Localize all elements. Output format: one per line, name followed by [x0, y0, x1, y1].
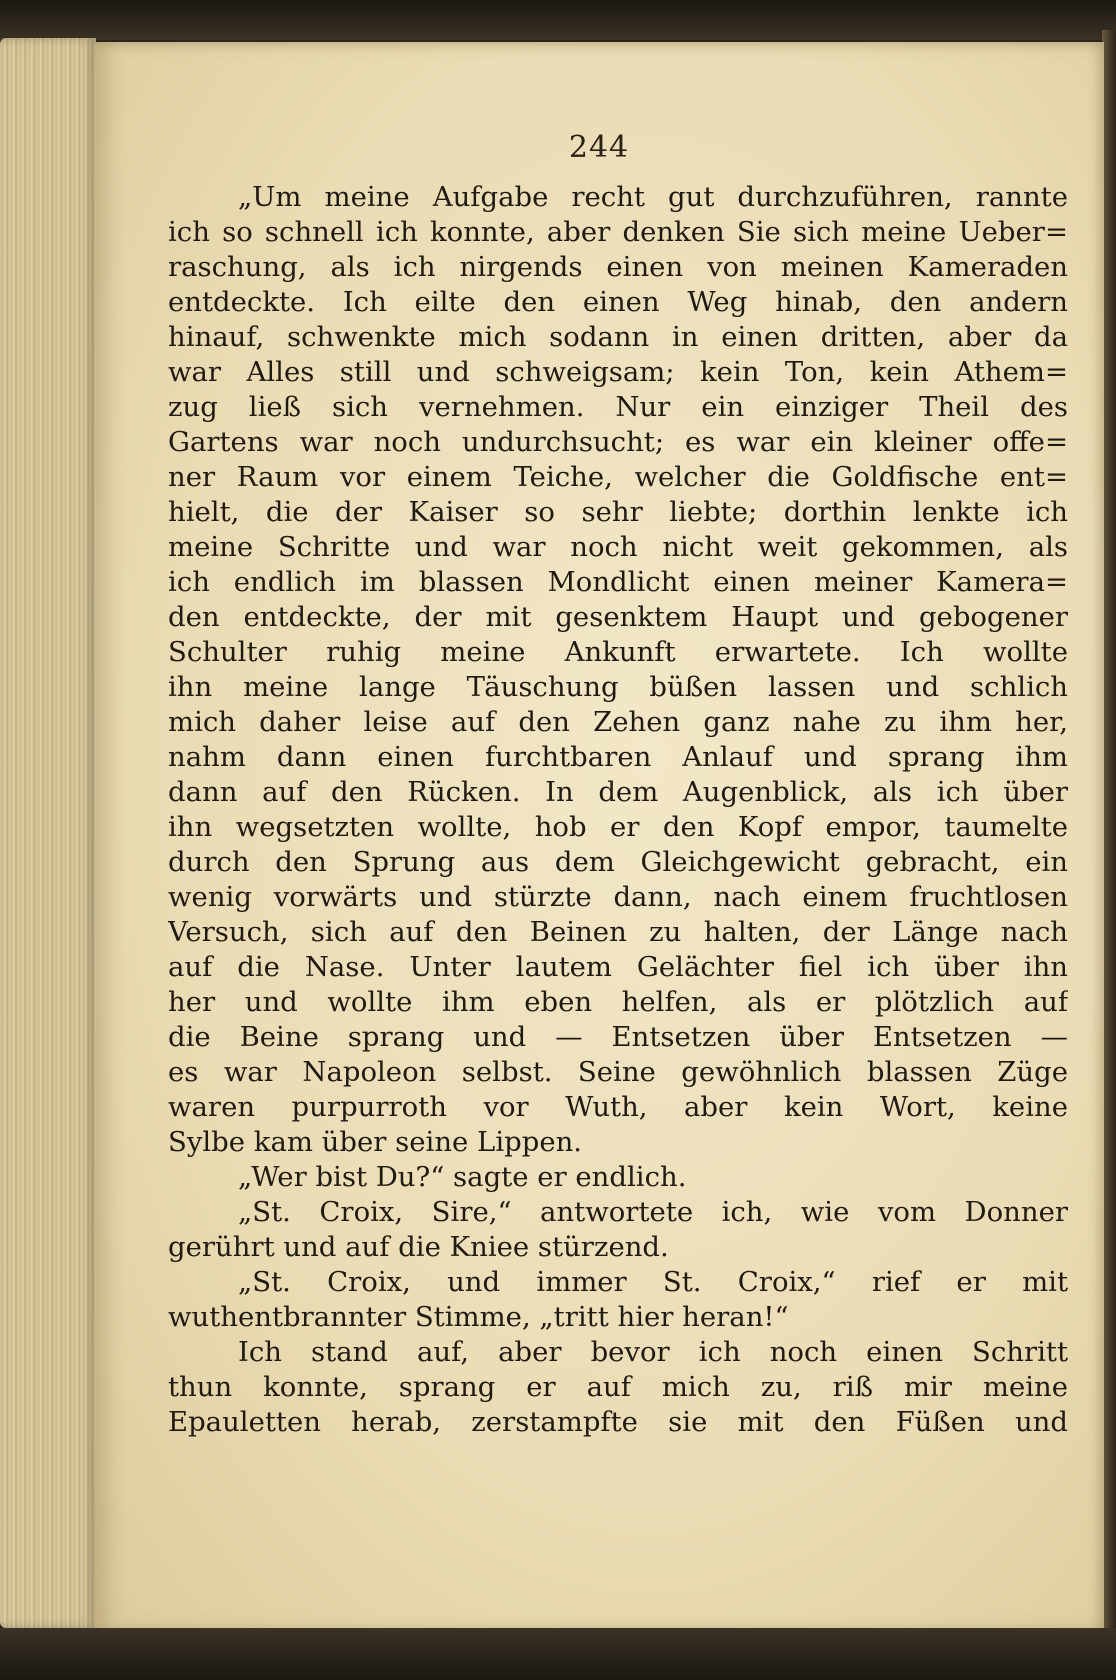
text-line: ihn meine lange Täuschung büßen lassen und schlich: [168, 671, 1068, 703]
text-line: es war Napoleon selbst. Seine gewöhnlich blassen Züge: [168, 1056, 1068, 1088]
text-line: Sylbe kam über seine Lippen.: [168, 1126, 583, 1158]
text-line: zug ließ sich vernehmen. Nur ein einziger Theil des: [168, 391, 1068, 423]
text-line: war Alles still und schweigsam; kein Ton, kein Athem=: [168, 356, 1068, 388]
text-line: den entdeckte, der mit gesenktem Haupt und gebogener: [168, 601, 1068, 633]
text-line: die Beine sprang und — Entsetzen über Entsetzen —: [168, 1021, 1068, 1053]
text-line: durch den Sprung aus dem Gleichgewicht gebracht, ein: [168, 846, 1068, 878]
text-line: Epauletten herab, zerstampfte sie mit den Füßen und: [168, 1406, 1068, 1438]
text-line: Schulter ruhig meine Ankunft erwartete. Ich wollte: [168, 636, 1068, 668]
text-line: „St. Croix, und immer St. Croix,“ rief er mit: [238, 1266, 1068, 1298]
text-line: „St. Croix, Sire,“ antwortete ich, wie vom Donner: [238, 1196, 1068, 1228]
text-line: auf die Nase. Unter lautem Gelächter fiel ich über ihn: [168, 951, 1068, 983]
body-text: [168, 180, 1068, 1440]
text-line: wenig vorwärts und stürzte dann, nach einem fruchtlosen: [168, 881, 1068, 913]
text-line: hinauf, schwenkte mich sodann in einen dritten, aber da: [168, 321, 1068, 353]
book-top-edge: [0, 0, 1116, 40]
text-line: ihn wegsetzten wollte, hob er den Kopf empor, taumelte: [168, 811, 1068, 843]
page-edges: [0, 38, 96, 1628]
text-line: „Um meine Aufgabe recht gut durchzuführen, rannte: [238, 181, 1068, 213]
text-line: mich daher leise auf den Zehen ganz nahe zu ihm her,: [168, 706, 1068, 738]
book-bottom-edge: [0, 1628, 1116, 1680]
text-line: gerührt und auf die Kniee stürzend.: [168, 1231, 669, 1263]
text-line: Versuch, sich auf den Beinen zu halten, der Länge nach: [168, 916, 1068, 948]
text-line: hielt, die der Kaiser so sehr liebte; dorthin lenkte ich: [168, 496, 1068, 528]
text-line: entdeckte. Ich eilte den einen Weg hinab, den andern: [168, 286, 1068, 318]
text-line: waren purpurroth vor Wuth, aber kein Wort, keine: [168, 1091, 1068, 1123]
text-line: ner Raum vor einem Teiche, welcher die Goldfische ent=: [168, 461, 1068, 493]
text-line: wuthentbrannter Stimme, „tritt hier heran!“: [168, 1301, 789, 1333]
text-line: nahm dann einen furchtbaren Anlauf und sprang ihm: [168, 741, 1068, 773]
text-line: thun konnte, sprang er auf mich zu, riß mir meine: [168, 1371, 1068, 1403]
book-right-edge: [1102, 30, 1116, 1650]
text-line: ich so schnell ich konnte, aber denken Sie sich meine Ueber=: [168, 216, 1068, 248]
text-line: Ich stand auf, aber bevor ich noch einen Schritt: [238, 1336, 1068, 1368]
text-line: dann auf den Rücken. In dem Augenblick, als ich über: [168, 776, 1068, 808]
text-line: meine Schritte und war noch nicht weit gekommen, als: [168, 531, 1068, 563]
text-line: her und wollte ihm eben helfen, als er plötzlich auf: [168, 986, 1068, 1018]
page-number: 244: [568, 130, 630, 165]
text-line: „Wer bist Du?“ sagte er endlich.: [238, 1161, 687, 1193]
text-line: Gartens war noch undurchsucht; es war ein kleiner offe=: [168, 426, 1068, 458]
text-line: ich endlich im blassen Mondlicht einen meiner Kamera=: [168, 566, 1068, 598]
text-line: raschung, als ich nirgends einen von meinen Kameraden: [168, 251, 1068, 283]
